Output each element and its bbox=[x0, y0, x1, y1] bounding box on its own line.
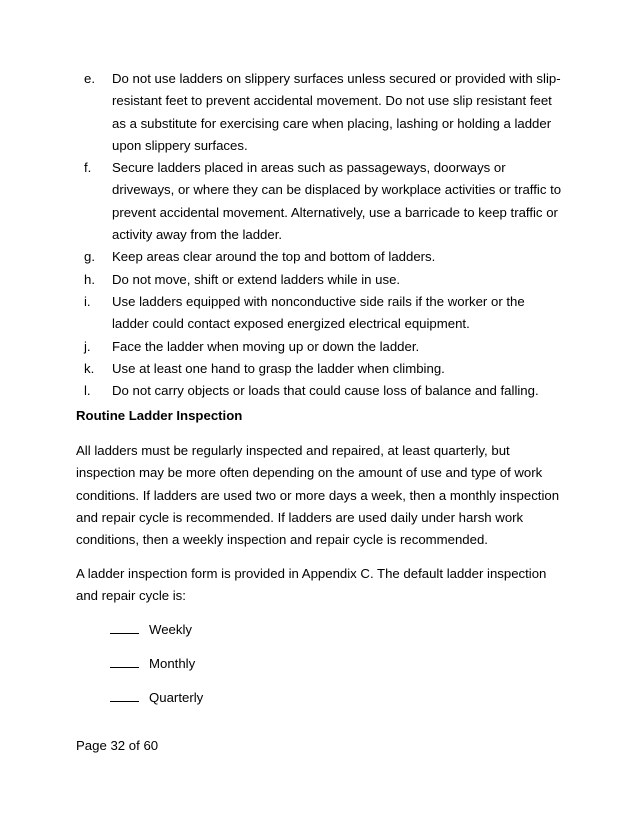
list-item-text: Secure ladders placed in areas such as passageways, doorways or driveways, or where they can be displaced by workplace activities or traffic to prevent accidental movement. Alternatively, use a barricade to keep traffic or activity away from the ladder. bbox=[112, 160, 562, 243]
option-label: Monthly bbox=[149, 656, 196, 671]
list-marker: k. bbox=[84, 360, 95, 376]
list-item-text: Use at least one hand to grasp the ladder when climbing. bbox=[112, 360, 445, 376]
list-item bbox=[84, 246, 564, 268]
option-monthly bbox=[110, 655, 195, 671]
option-label: Quarterly bbox=[149, 690, 204, 705]
list-marker: i. bbox=[84, 293, 91, 309]
blank-line[interactable] bbox=[110, 655, 139, 668]
list-item bbox=[84, 358, 564, 380]
list-item bbox=[84, 157, 564, 246]
option-weekly bbox=[110, 621, 192, 637]
list-item-text: Do not carry objects or loads that could cause loss of balance and falling. bbox=[112, 383, 539, 399]
inspection-paragraph: All ladders must be regularly inspected and repaired, at least quarterly, but inspection may be more often depending on the amount of use and type of work conditions. If ladders are used two or more days a week, then a monthly inspection and repair cycle is recommended. If ladders are used daily under harsh work conditions, then a weekly inspection and repair cycle is recommended. bbox=[76, 443, 560, 548]
list-item-text: Use ladders equipped with nonconductive side rails if the worker or the ladder could contact exposed energized electrical equipment. bbox=[112, 293, 525, 332]
option-label: Weekly bbox=[149, 622, 192, 637]
list-item bbox=[84, 380, 564, 402]
list-item-text: Face the ladder when moving up or down the ladder. bbox=[112, 338, 420, 354]
blank-line[interactable] bbox=[110, 621, 139, 634]
list-marker: j. bbox=[84, 338, 91, 354]
blank-line[interactable] bbox=[110, 689, 139, 702]
option-quarterly bbox=[110, 689, 203, 705]
list-item-text: Keep areas clear around the top and bottom of ladders. bbox=[112, 249, 436, 265]
appendix-paragraph: A ladder inspection form is provided in Appendix C. The default ladder inspection and repair cycle is: bbox=[76, 566, 547, 604]
list-item bbox=[84, 291, 564, 336]
list-marker: g. bbox=[84, 249, 95, 265]
list-item-text: Do not move, shift or extend ladders while in use. bbox=[112, 271, 401, 287]
list-item-text: Do not use ladders on slippery surfaces unless secured or provided with slip-resistant feet to prevent accidental movement. Do not use slip resistant feet as a substitute for exercising care when placing, lashing or holding a ladder upon slippery surfaces. bbox=[112, 71, 561, 153]
list-item bbox=[84, 269, 564, 291]
page-footer: Page 32 of 60 bbox=[76, 738, 159, 753]
ladder-rules-list bbox=[84, 68, 564, 402]
list-item bbox=[84, 68, 564, 157]
list-marker: h. bbox=[84, 271, 95, 287]
list-item bbox=[84, 336, 564, 358]
list-marker: f. bbox=[84, 160, 92, 176]
list-marker: e. bbox=[84, 71, 95, 86]
list-marker: l. bbox=[84, 383, 91, 399]
section-heading: Routine Ladder Inspection bbox=[76, 408, 243, 423]
